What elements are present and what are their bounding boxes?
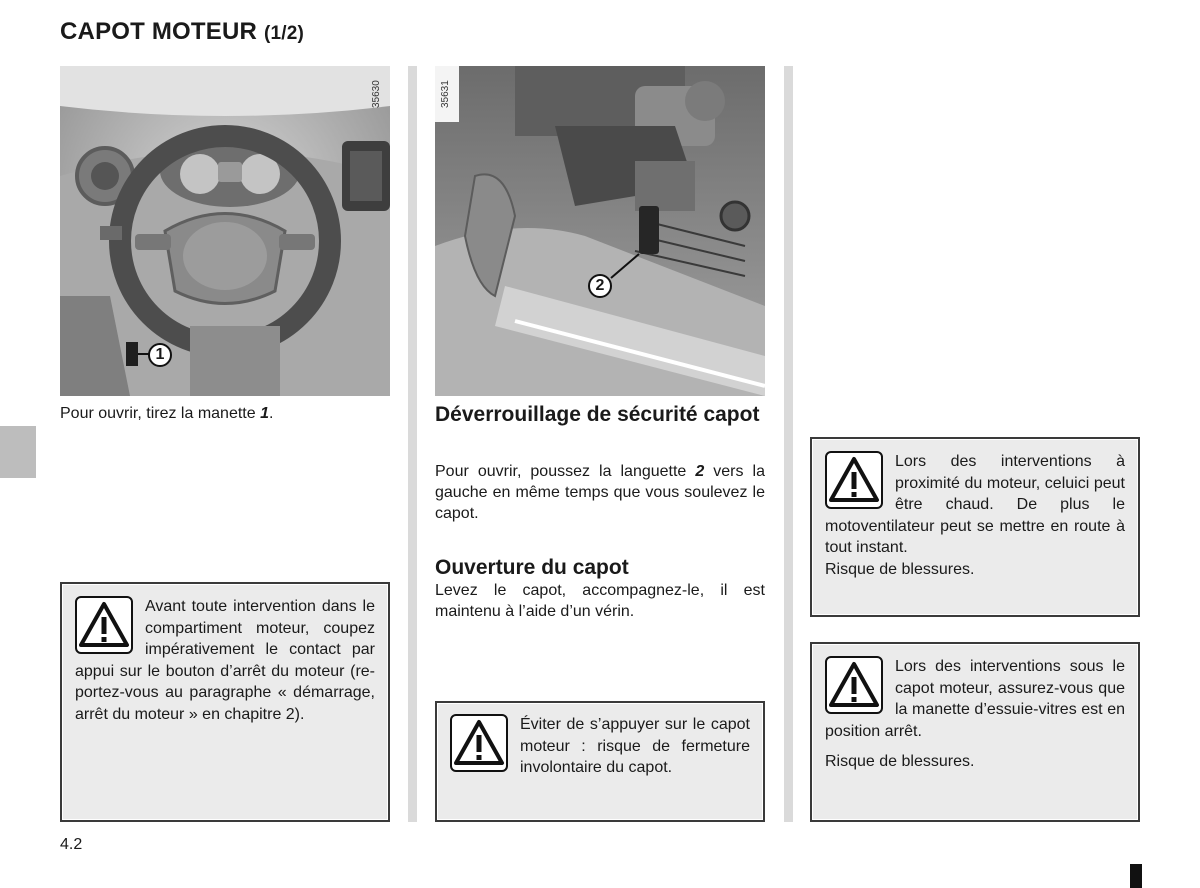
- opening-text: Levez le capot, accompagnez-le, il est maintenu à l’aide d’un vérin.: [435, 582, 765, 620]
- page-title: [60, 18, 304, 46]
- open-instruction-text: [60, 403, 390, 424]
- warning-risk-text: Risque de blessures.: [825, 560, 975, 578]
- safety-catch-ref: 2: [695, 463, 705, 480]
- warning-triangle-icon: [825, 656, 883, 714]
- caption-text: Pour ouvrir, tirez la manette: [60, 405, 261, 422]
- warning-box-bonnet: [435, 701, 765, 822]
- warning-triangle-icon: [450, 714, 508, 772]
- warning-box-wipers: [810, 642, 1140, 822]
- page-edge-marker: [1130, 864, 1142, 888]
- chapter-side-tab: [0, 426, 36, 478]
- warning-box-hot-engine: [810, 437, 1140, 617]
- safety-catch-text-end: vers la gauche en même temps que vous soulevez le capot.: [435, 463, 765, 522]
- warning-risk-text: Risque de blessures.: [825, 753, 975, 770]
- safety-catch-text-start: Pour ouvrir, poussez la languette: [435, 463, 696, 480]
- warning-triangle-icon: [825, 451, 883, 509]
- warning-triangle-icon: [75, 596, 133, 654]
- column-divider-right: [784, 66, 793, 822]
- warning-main-text: Lors des interventions à proximité du moteur, celuici peut être chaud. De plus le motoventilateur peut se mettre en route à tout instant.: [825, 453, 1125, 556]
- caption-end: .: [269, 405, 274, 422]
- dashboard-photo: [60, 66, 390, 396]
- section-heading-opening: Ouverture du capot: [435, 556, 629, 579]
- page-title-text: CAPOT MOTEUR: [60, 18, 258, 45]
- warning-text: Avant toute intervention dans le compartiment moteur, coupez impérativement le contact par appui sur le bouton d’arrêt du moteur (reportez-vous au paragraphe « démarrage, arrêt du moteur » en chapitre 2).: [75, 598, 375, 723]
- page-number: 4.2: [60, 836, 83, 853]
- callout-1: 1: [148, 343, 172, 367]
- callout-2: 2: [588, 274, 612, 298]
- warning-text: Éviter de s’appuyer sur le capot moteur : risque de fermeture involontaire du capot.: [520, 716, 750, 776]
- page-title-suffix: (1/2): [263, 23, 305, 44]
- section-heading-safety-catch: Déverrouillage de sécurité capot: [435, 403, 760, 426]
- column-divider-left: [408, 66, 417, 822]
- photo-reference-code: 35631: [440, 80, 451, 108]
- engine-bay-photo: [435, 66, 765, 396]
- caption-ref: 1: [260, 405, 269, 422]
- warning-box-engine: [60, 582, 390, 822]
- warning-main-text: Lors des interventions sous le capot moteur, assurez-vous que la manette d’essuie-vitres est en position arrêt.: [825, 658, 1125, 740]
- photo-reference-code: 35630: [371, 80, 382, 108]
- safety-catch-text: [435, 461, 765, 524]
